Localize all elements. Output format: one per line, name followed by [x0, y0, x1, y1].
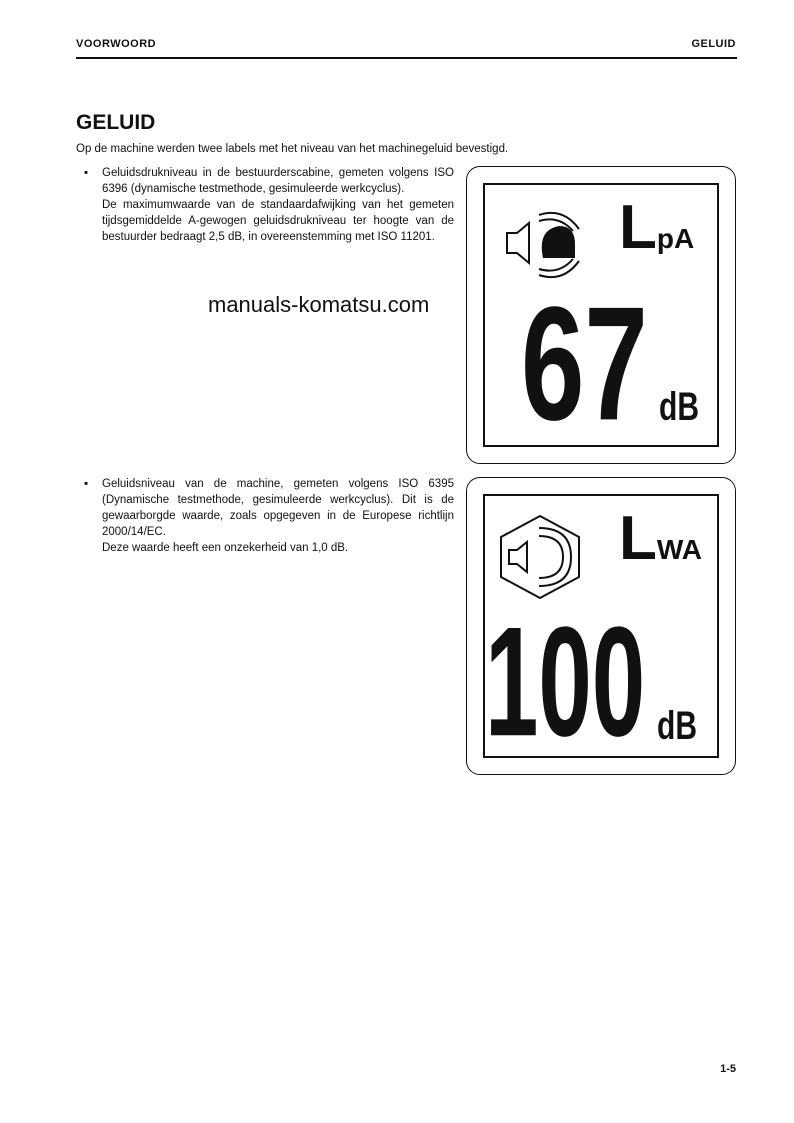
header-topic: GELUID: [691, 38, 736, 50]
label-frame: [483, 494, 719, 758]
speaker-hexagon-icon: [495, 512, 585, 602]
header-section: VOORWOORD: [76, 38, 157, 50]
speaker-head-icon: [503, 203, 583, 283]
bullet-text: De maximumwaarde van de standaardafwijking van het gemeten tijdsgemiddelde A-gewogen geluidsdrukniveau ter hoogte van de bestuurder bedraagt 2,5 dB, in overeenstemming met ISO 11201.: [102, 199, 454, 243]
noise-label-lpa: [466, 166, 736, 464]
bullet-lpa: [84, 165, 454, 245]
watermark: manuals-komatsu.com: [208, 292, 430, 317]
label-frame: [483, 183, 719, 447]
bullet-marker: ▪: [84, 167, 89, 179]
label-symbol: LWA: [619, 504, 702, 573]
header-rule: [76, 57, 737, 59]
noise-label-lwa: [466, 477, 736, 775]
unit-label: dB: [659, 385, 699, 429]
sound-level-value: 100: [485, 594, 646, 758]
label-symbol: LpA: [619, 193, 695, 262]
bullet-lwa: [84, 476, 454, 556]
bullet-marker: ▪: [84, 478, 89, 490]
bullet-text: Geluidsdrukniveau in de bestuurderscabine, gemeten volgens ISO 6396 (dynamische testmethode, gesimuleerde werkcyclus).: [102, 167, 454, 195]
sound-level-value: 67: [521, 273, 648, 447]
intro-text: Op de machine werden twee labels met het niveau van het machinegeluid bevestigd.: [76, 143, 509, 155]
bullet-text: Geluidsniveau van de machine, gemeten volgens ISO 6395 (Dynamische testmethode, gesimuleerde werkcyclus). Dit is de gewaarborgde waarde, zoals opgegeven in de Europese richtlijn 2000/14/EC.: [102, 478, 454, 538]
unit-label: dB: [657, 704, 697, 748]
page-title: GELUID: [76, 111, 156, 134]
page-number: 1-5: [720, 1063, 736, 1075]
bullet-text: Deze waarde heeft een onzekerheid van 1,0 dB.: [102, 542, 349, 554]
